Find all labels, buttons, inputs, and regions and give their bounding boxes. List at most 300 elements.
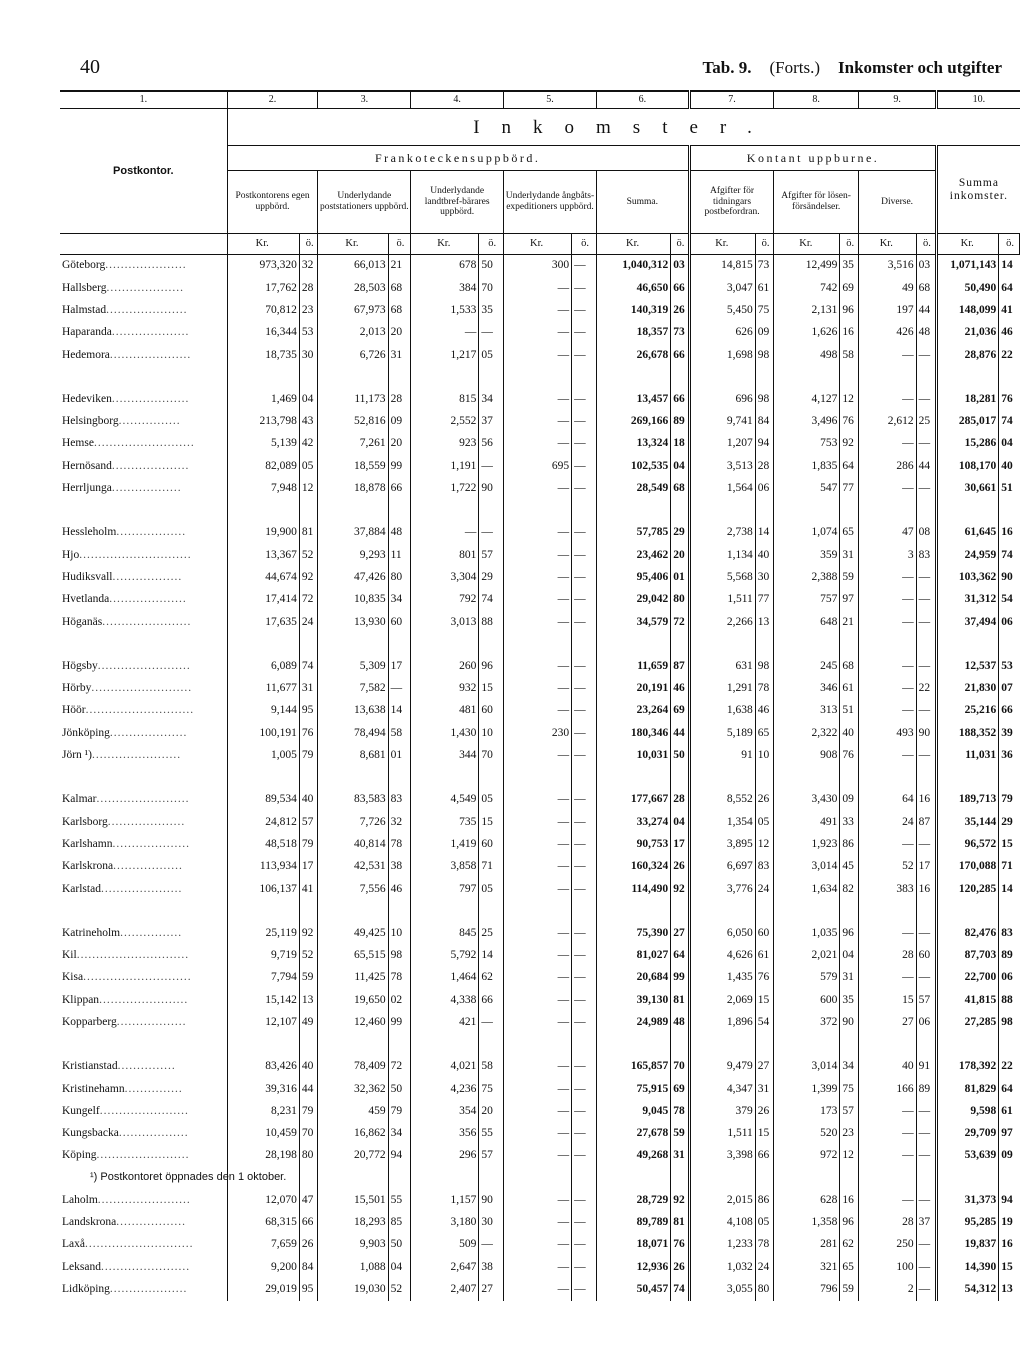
kronor-cell: 49,268 (636, 1149, 669, 1162)
kronor-cell: 37,494 (964, 615, 997, 628)
kronor-cell: 296 (459, 1149, 477, 1162)
ore-cell: 70 (299, 1123, 318, 1145)
kronor-cell: 87,703 (964, 949, 997, 962)
leader-dots: ....................... (100, 1260, 191, 1273)
ore-cell: 50 (388, 1078, 411, 1100)
ore-cell: 73 (755, 255, 774, 278)
kronor-cell: 52,816 (353, 415, 386, 428)
kronor-cell: 753 (820, 437, 838, 450)
postkontor-name: Laholm........................ (60, 1189, 227, 1211)
ore-cell: 26 (299, 1234, 318, 1256)
kronor-cell: 22,700 (964, 971, 997, 984)
ore-cell: 56 (479, 433, 504, 455)
unit-ore: ö. (299, 234, 318, 255)
ore-cell: 35 (840, 255, 859, 278)
kronor-cell: — (557, 281, 570, 294)
kronor-cell: 90,753 (636, 837, 669, 850)
ore-cell: 76 (840, 411, 859, 433)
kronor-cell: 1,088 (359, 1260, 386, 1273)
kronor-cell: 631 (735, 659, 753, 672)
table-row (60, 967, 1020, 989)
postkontor-name: Jönköping.................... (60, 722, 227, 744)
ore-cell: 96 (840, 1212, 859, 1234)
ore-cell: 52 (299, 544, 318, 566)
ore-cell: 55 (479, 1123, 504, 1145)
ore-cell: 40 (299, 789, 318, 811)
kronor-cell: — (902, 704, 914, 717)
kronor-cell: 797 (459, 882, 477, 895)
kronor-cell: 845 (459, 926, 477, 939)
ore-cell: 60 (388, 611, 411, 633)
kronor-cell: 383 (896, 882, 914, 895)
ore-cell: 16 (840, 1189, 859, 1211)
column-number: 9. (858, 91, 936, 109)
kronor-cell: — (902, 482, 914, 495)
kronor-cell: 4,347 (726, 1082, 753, 1095)
leader-dots: ....................... (99, 993, 189, 1006)
leader-dots: ........................ (96, 1149, 190, 1162)
kronor-cell: 3,430 (811, 793, 838, 806)
ore-cell: 04 (388, 1256, 411, 1278)
ore-cell: 65 (755, 722, 774, 744)
ore-cell: 34 (388, 1123, 411, 1145)
col7-header: Afgifter för tidningars postbefordran. (689, 171, 774, 234)
kronor-cell: — (557, 348, 570, 361)
kronor-cell: 70,812 (265, 303, 297, 316)
postkontor-name: Laxå............................ (60, 1234, 227, 1256)
ore-cell: 17 (388, 655, 411, 677)
ore-cell: 96 (840, 300, 859, 322)
kronor-cell: 20,772 (353, 1149, 386, 1162)
ore-cell: 66 (479, 989, 504, 1011)
ore-cell: — (479, 1012, 504, 1034)
kronor-cell: 648 (820, 615, 838, 628)
kronor-cell: 5,450 (726, 303, 753, 316)
kronor-cell: — (902, 682, 914, 695)
kronor-cell: 11,173 (354, 392, 386, 405)
ore-cell: 94 (999, 1189, 1020, 1211)
ore-cell: 64 (671, 945, 690, 967)
leader-dots: ..................... (105, 259, 187, 272)
kronor-cell: 313 (820, 704, 838, 717)
kronor-cell: 27,678 (636, 1127, 669, 1140)
kronor-cell: — (902, 615, 914, 628)
ore-cell: 14 (479, 945, 504, 967)
ore-cell: 14 (388, 700, 411, 722)
kronor-cell: 9,598 (970, 1104, 997, 1117)
col2-header: Postkontorens egen uppbörd. (227, 171, 318, 234)
ore-cell: 26 (671, 1256, 690, 1278)
kronor-cell: 1,419 (450, 837, 477, 850)
postkontor-name: Karlshamn.................... (60, 834, 227, 856)
ore-cell: — (572, 655, 597, 677)
kronor-cell: 2,069 (726, 993, 753, 1006)
ore-cell: 50 (479, 255, 504, 278)
kronor-cell: 1,291 (726, 682, 753, 695)
kronor-cell: — (557, 704, 570, 717)
kronor-cell: 379 (735, 1104, 753, 1117)
kronor-cell: 28,503 (353, 281, 386, 294)
kronor-cell: — (557, 993, 570, 1006)
table-row (60, 344, 1020, 366)
leader-dots: ............... (117, 1060, 176, 1073)
ore-cell: 79 (299, 1101, 318, 1123)
kronor-cell: 421 (459, 1016, 477, 1028)
ore-cell: 59 (840, 1279, 859, 1301)
ore-cell: 88 (479, 611, 504, 633)
kronor-cell: 189,713 (958, 793, 997, 806)
group-gap (60, 1034, 1020, 1056)
kronor-cell: 972 (820, 1149, 838, 1162)
ore-cell: 05 (755, 811, 774, 833)
ore-cell: 37 (916, 1212, 937, 1234)
column-number: 7. (689, 91, 774, 109)
kronor-cell: 50,490 (964, 281, 997, 294)
ore-cell: 10 (388, 922, 411, 944)
kronor-cell: 1,040,312 (622, 259, 669, 272)
ore-cell: — (479, 1234, 504, 1256)
unit-ore: ö. (479, 234, 504, 255)
table-row (60, 322, 1020, 344)
ore-cell: 17 (916, 856, 937, 878)
kronor-cell: 7,794 (270, 971, 297, 984)
group-gap (60, 500, 1020, 522)
kronor-cell: 19,650 (353, 993, 386, 1006)
postkontor-name: Karlstad..................... (60, 878, 227, 900)
ore-cell: 31 (388, 344, 411, 366)
kronor-cell: 82,476 (964, 926, 997, 939)
postkontor-name: Höganäs....................... (60, 611, 227, 633)
kronor-cell: — (557, 548, 570, 561)
kronor-cell: 9,719 (270, 949, 297, 962)
leader-dots: .................... (111, 459, 190, 472)
ore-cell: — (388, 678, 411, 700)
ore-cell: — (572, 611, 597, 633)
ore-cell: 37 (479, 411, 504, 433)
ore-cell: — (572, 1012, 597, 1034)
kronor-cell: 28,876 (964, 348, 997, 361)
kronor-cell: 300 (551, 259, 570, 272)
ore-cell: 06 (999, 967, 1020, 989)
postkontor-name: Klippan....................... (60, 989, 227, 1011)
unit-kr: Kr. (411, 234, 479, 255)
ore-cell: 31 (671, 1145, 690, 1167)
ore-cell: 74 (299, 655, 318, 677)
kronor-cell: 46,650 (636, 281, 669, 294)
kronor-cell: 7,659 (270, 1238, 297, 1251)
ore-cell: 27 (479, 1279, 504, 1301)
kronor-cell: 1,698 (726, 348, 753, 361)
table-row (60, 1101, 1020, 1123)
kronor-cell: — (557, 1260, 570, 1273)
ore-cell: 44 (916, 300, 937, 322)
kronor-cell: 31,312 (964, 593, 997, 606)
ore-cell: 98 (755, 344, 774, 366)
ore-cell: 46 (755, 700, 774, 722)
ore-cell: 22 (999, 1056, 1020, 1078)
kronor-cell: 213,798 (259, 415, 297, 428)
ore-cell: 11 (388, 544, 411, 566)
kronor-cell: 27,285 (964, 1016, 997, 1028)
ore-cell: — (572, 945, 597, 967)
ore-cell: 81 (299, 522, 318, 544)
unit-ore: ö. (572, 234, 597, 255)
ore-cell: 48 (388, 522, 411, 544)
ore-cell: 28 (671, 789, 690, 811)
kronor-cell: 3,513 (726, 459, 753, 472)
kronor-cell: 57,785 (636, 526, 669, 539)
ore-cell: 78 (388, 967, 411, 989)
postkontor-name: Hallsberg.................... (60, 277, 227, 299)
ore-cell: 70 (479, 745, 504, 767)
kronor-cell: — (557, 682, 570, 695)
ore-cell: 85 (388, 1212, 411, 1234)
kronor-cell: 8,552 (726, 793, 753, 806)
ore-cell: — (572, 922, 597, 944)
unit-kr: Kr. (227, 234, 299, 255)
ore-cell: 05 (479, 878, 504, 900)
ore-cell: 04 (671, 811, 690, 833)
kronor-cell: 114,490 (631, 882, 669, 895)
ore-cell: 48 (916, 322, 937, 344)
kronor-cell: 9,903 (359, 1238, 386, 1251)
kronor-cell: 1,835 (811, 459, 838, 472)
footnote: ¹) Postkontoret öppnades den 1 oktober. (90, 1171, 287, 1183)
ore-cell: 51 (840, 700, 859, 722)
kontant-header: Kontant uppburne. (689, 146, 937, 171)
kronor-cell: 106,137 (259, 882, 297, 895)
ore-cell: 22 (916, 678, 937, 700)
kronor-cell: 792 (459, 593, 477, 606)
kronor-cell: 28 (902, 1216, 914, 1229)
ore-cell: 94 (755, 433, 774, 455)
ore-cell: 15 (999, 1256, 1020, 1278)
kronor-cell: 65,515 (353, 949, 386, 962)
kronor-cell: — (557, 1149, 570, 1162)
kronor-cell: 15,501 (353, 1193, 386, 1206)
ore-cell: 90 (479, 478, 504, 500)
leader-dots: ............................. (79, 548, 192, 561)
leader-dots: .................... (111, 326, 190, 339)
kronor-cell: 18,281 (964, 392, 997, 405)
ore-cell: 12 (840, 1145, 859, 1167)
ore-cell: 76 (755, 967, 774, 989)
postkontor-name: Haparanda.................... (60, 322, 227, 344)
postkontor-name: Höör............................ (60, 700, 227, 722)
kronor-cell: 81,027 (636, 949, 669, 962)
kronor-cell: 19,900 (265, 526, 297, 539)
ore-cell: 76 (299, 722, 318, 744)
kronor-cell: 3,047 (726, 281, 753, 294)
ore-cell: — (916, 745, 937, 767)
kronor-cell: 269,166 (630, 415, 669, 428)
leader-dots: ..................... (100, 882, 183, 895)
ore-cell: 71 (479, 856, 504, 878)
ore-cell: 03 (916, 255, 937, 278)
kronor-cell: 23,462 (636, 548, 669, 561)
ore-cell: 05 (755, 1212, 774, 1234)
postkontor-name: Kristinehamn............... (60, 1078, 227, 1100)
kronor-cell: 1,469 (270, 392, 297, 405)
group-gap (60, 366, 1020, 388)
group-gap (60, 767, 1020, 789)
ore-cell: — (916, 700, 937, 722)
kronor-cell: 344 (459, 749, 477, 762)
ore-cell: — (572, 1056, 597, 1078)
ore-cell: 99 (388, 455, 411, 477)
ore-cell: 87 (671, 655, 690, 677)
kronor-cell: 372 (820, 1016, 838, 1028)
table-row (60, 1256, 1020, 1278)
ore-cell: — (916, 388, 937, 410)
kronor-cell: 1,358 (811, 1216, 838, 1229)
table-row (60, 411, 1020, 433)
column-number: 2. (227, 91, 318, 109)
ore-cell: 61 (999, 1101, 1020, 1123)
kronor-cell: — (557, 437, 570, 450)
ore-cell: 96 (840, 922, 859, 944)
ore-cell: 78 (755, 1234, 774, 1256)
kronor-cell: 15,286 (964, 437, 997, 450)
postkontor-name: Kungelf....................... (60, 1101, 227, 1123)
leader-dots: ..................... (106, 303, 188, 316)
kronor-cell: 42,531 (353, 860, 386, 873)
kronor-cell: 33,274 (636, 815, 669, 828)
ore-cell: 14 (999, 255, 1020, 278)
ore-cell: — (916, 433, 937, 455)
ore-cell: 75 (479, 1078, 504, 1100)
postkontor-name: Hernösand.................... (60, 455, 227, 477)
leader-dots: .................... (107, 815, 186, 828)
leader-dots: .................... (109, 593, 187, 606)
kronor-cell: 23,264 (636, 704, 669, 717)
ore-cell: 54 (999, 589, 1020, 611)
ore-cell: — (572, 745, 597, 767)
ore-cell: 94 (388, 1145, 411, 1167)
ore-cell: 84 (755, 411, 774, 433)
kronor-cell: 9,479 (726, 1060, 753, 1073)
ore-cell: 02 (388, 989, 411, 1011)
kronor-cell: 1,207 (726, 437, 753, 450)
ore-cell: 59 (840, 567, 859, 589)
ore-cell: — (572, 856, 597, 878)
table-subject: Inkomster och utgifter (838, 58, 1002, 77)
ore-cell: 15 (479, 678, 504, 700)
kronor-cell: — (902, 1104, 914, 1117)
kronor-cell: 9,741 (726, 415, 753, 428)
kronor-cell: — (557, 1216, 570, 1229)
ore-cell: 05 (299, 455, 318, 477)
kronor-cell: 18,071 (636, 1238, 669, 1251)
ore-cell: — (572, 1145, 597, 1167)
kronor-cell: 1,032 (726, 1260, 753, 1273)
kronor-cell: 6,050 (726, 926, 753, 939)
ore-cell: 68 (916, 277, 937, 299)
ore-cell: 32 (388, 811, 411, 833)
ore-cell: — (572, 700, 597, 722)
ore-cell: 21 (388, 255, 411, 278)
ore-cell: 91 (916, 1056, 937, 1078)
kronor-cell: 1,533 (450, 303, 477, 316)
kronor-cell: 3,398 (726, 1149, 753, 1162)
ore-cell: 10 (755, 745, 774, 767)
ore-cell: 97 (840, 589, 859, 611)
ore-cell: 79 (388, 1101, 411, 1123)
leader-dots: ....................... (99, 1104, 189, 1117)
kronor-cell: — (557, 1127, 570, 1140)
kronor-cell: 6,697 (726, 860, 753, 873)
table-number: Tab. 9. (702, 58, 752, 77)
ore-cell: 61 (840, 678, 859, 700)
col8-header: Afgifter för lösen-försändelser. (774, 171, 859, 234)
kronor-cell: 24,989 (636, 1016, 669, 1028)
kronor-cell: — (557, 1060, 570, 1073)
ore-cell: — (572, 388, 597, 410)
ore-cell: 27 (671, 922, 690, 944)
leader-dots: ..................... (109, 348, 192, 361)
ore-cell: 89 (916, 1078, 937, 1100)
table-row (60, 255, 1020, 278)
kronor-cell: 2 (907, 1282, 914, 1295)
table-row (60, 878, 1020, 900)
kronor-cell: — (902, 837, 914, 850)
table-row (60, 834, 1020, 856)
kronor-cell: 1,564 (726, 482, 753, 495)
ore-cell: 15 (479, 811, 504, 833)
ore-cell: 04 (671, 455, 690, 477)
kronor-cell: 37,884 (353, 526, 386, 539)
ore-cell: — (572, 522, 597, 544)
column-number-row (60, 91, 1020, 109)
kronor-cell: 95,406 (636, 570, 669, 583)
kronor-cell: 66,013 (353, 259, 386, 272)
kronor-cell: 493 (896, 726, 914, 739)
col3-header: Underlydande poststationers uppbörd. (318, 171, 411, 234)
table-row (60, 678, 1020, 700)
kronor-cell: 11,425 (354, 971, 386, 984)
kronor-cell: 89,789 (636, 1216, 669, 1229)
ore-cell: 05 (479, 789, 504, 811)
ore-cell: 41 (999, 300, 1020, 322)
unit-ore: ö. (916, 234, 937, 255)
kronor-cell: 5,189 (726, 726, 753, 739)
kronor-cell: 18,735 (265, 348, 297, 361)
ore-cell: 83 (916, 544, 937, 566)
page-number: 40 (80, 56, 100, 78)
ore-cell: 99 (671, 967, 690, 989)
ore-cell: 30 (755, 567, 774, 589)
kronor-cell: 4,021 (450, 1060, 477, 1073)
postkontor-name: Jörn ¹)....................... (60, 745, 227, 767)
table-row (60, 700, 1020, 722)
page-header (0, 56, 1024, 80)
inkomster-header: Inkomster. (227, 109, 1019, 146)
kronor-cell: 3 (907, 548, 914, 561)
ore-cell: 66 (671, 388, 690, 410)
kronor-cell: 4,626 (726, 949, 753, 962)
ore-cell: 80 (755, 1279, 774, 1301)
ore-cell: 28 (388, 388, 411, 410)
ore-cell: 16 (999, 1234, 1020, 1256)
kronor-cell: 28,549 (636, 482, 669, 495)
table-row (60, 589, 1020, 611)
postkontor-name: Karlskrona.................. (60, 856, 227, 878)
ore-cell: 79 (299, 834, 318, 856)
ore-cell: 60 (479, 834, 504, 856)
kronor-cell: — (557, 949, 570, 962)
kronor-cell: 81,829 (964, 1082, 997, 1095)
unit-kr: Kr. (774, 234, 840, 255)
